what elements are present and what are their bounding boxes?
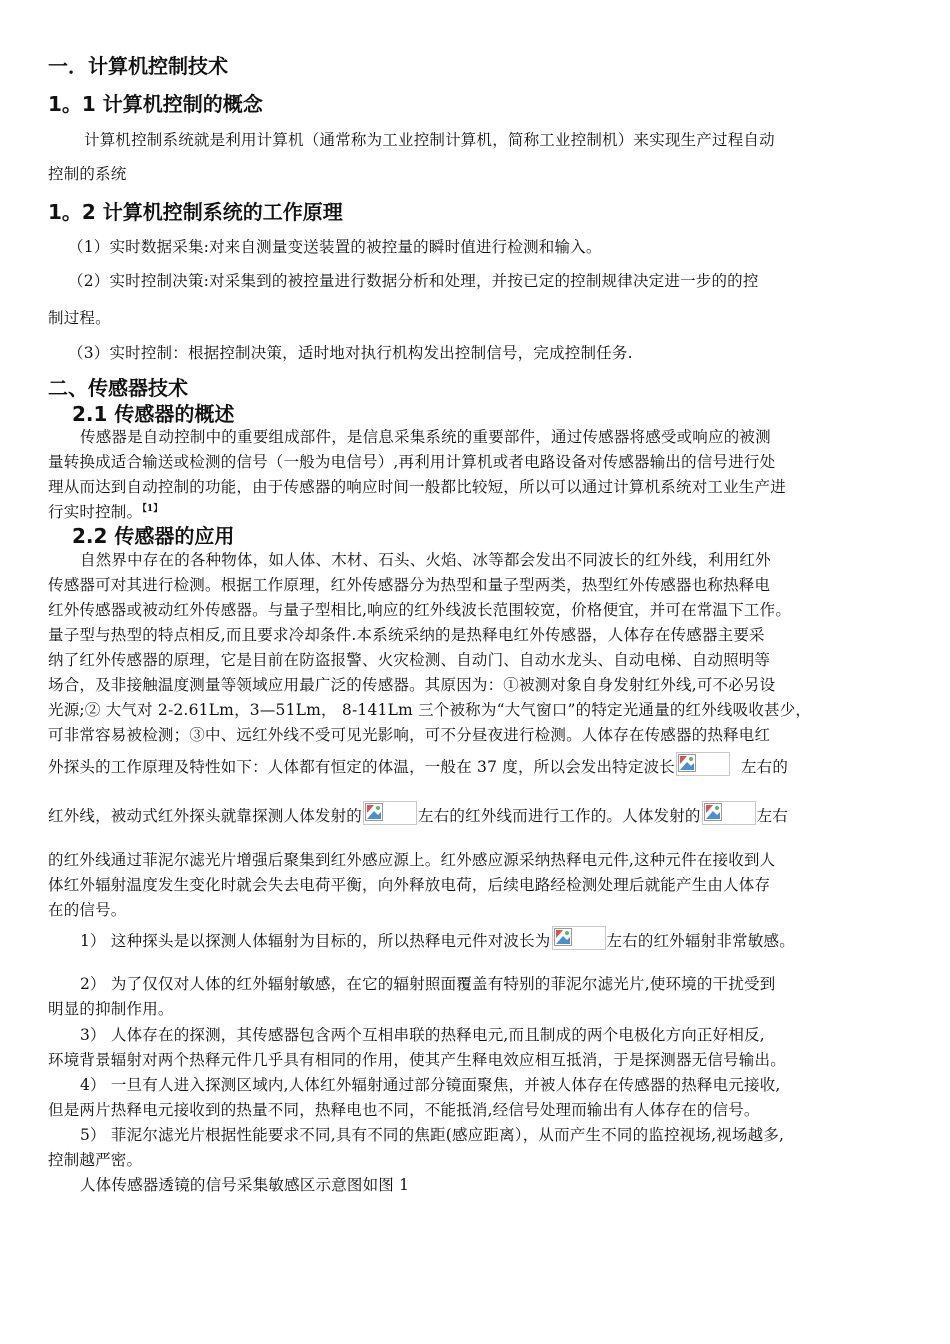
heading-section-2-2: 2.2 传感器的应用 <box>72 524 235 548</box>
list-item: （2）实时控制决策:对采集到的被控量进行数据分析和处理，并按已定的控制规律决定进一步的的控 <box>68 272 759 290</box>
list-item-continuation: 环境背景辐射对两个热释元件几乎具有相同的作用，使其产生释电效应相互抵消，于是探测器无信号输出。 <box>48 1051 786 1069</box>
paragraph-line: 理从而达到自动控制的功能，由于传感器的响应时间一般都比较短，所以可以通过计算机系统对工业生产进 <box>48 478 786 496</box>
paragraph-line: 在的信号。 <box>48 901 127 919</box>
paragraph-line: 传感器是自动控制中的重要组成部件，是信息采集系统的重要部件，通过传感器将感受或响应的被测 <box>80 428 771 446</box>
heading-section-1-1: 1。1 计算机控制的概念 <box>48 92 263 116</box>
paragraph-text: 左右的红外辐射非常敏感。 <box>606 932 795 950</box>
paragraph-line: 纳了红外传感器的原理，它是目前在防盗报警、火灾检测、自动门、自动水龙头、自动电梯、自动照明等 <box>48 651 771 669</box>
paragraph-line: 可非常容易被检测；③中、远红外线不受可见光影响，可不分昼夜进行检测。人体存在传感器的热释电红 <box>48 726 771 744</box>
paragraph-text: 红外线，被动式红外探头就靠探测人体发射的 <box>48 807 363 825</box>
paragraph-text: 左右的红外线而进行工作的。人体发射的 <box>418 807 701 825</box>
paragraph-line: 量子型与热型的特点相反,而且要求冷却条件.本系统采纳的是热释电红外传感器，人体存在传感器主要采 <box>48 626 765 644</box>
list-item <box>80 926 795 951</box>
paragraph-text: 左右的 <box>740 758 789 776</box>
list-item: 2） 为了仅仅对人体的红外辐射敏感，在它的辐射照面覆盖有特别的菲泥尔滤光片,使环境的干扰受到 <box>80 975 776 993</box>
citation-ref[interactable]: 【1】 <box>142 503 163 514</box>
paragraph-line: 计算机控制系统就是利用计算机（通常称为工业控制计算机，简称工业控制机）来实现生产过程自动 <box>84 131 775 149</box>
paragraph-line: 光源;② 大气对 2-2.61Lm，3—51Lm， 8-141Lm 三个被称为“大气窗口”的特定光通量的红外线吸收甚少， <box>48 701 812 719</box>
heading-section-1: 一．计算机控制技术 <box>48 54 228 78</box>
list-item: 3） 人体存在的探测，其传感器包含两个互相串联的热释电元,而且制成的两个电极化方向正好相反, <box>80 1026 765 1044</box>
list-item: 5） 菲泥尔滤光片根据性能要求不同,具有不同的焦距(感应距离），从而产生不同的监控视场,视场越多, <box>80 1126 785 1144</box>
list-item: 4） 一旦有人进入探测区域内,人体红外辐射通过部分镜面聚焦，并被人体存在传感器的热释电元接收, <box>80 1076 781 1094</box>
list-item-continuation: 制过程。 <box>48 309 111 327</box>
paragraph-text: 行实时控制。 <box>48 503 143 521</box>
broken-image-icon <box>676 752 730 776</box>
list-item-continuation: 但是两片热释电元接收到的热量不同，热释电也不同，不能抵消,经信号处理而输出有人体存在的信号。 <box>48 1101 760 1119</box>
heading-section-2: 二、传感器技术 <box>48 376 188 400</box>
paragraph-text: 外探头的工作原理及特性如下：人体都有恒定的体温，一般在 37 度，所以会发出特定波长 <box>48 758 675 776</box>
list-item: （3）实时控制：根据控制决策，适时地对执行机构发出控制信号，完成控制任务. <box>68 344 633 362</box>
list-item-continuation: 控制越严密。 <box>48 1151 143 1169</box>
paragraph-line <box>48 752 788 777</box>
paragraph-line: 量转换成适合输送或检测的信号（一般为电信号）,再利用计算机或者电路设备对传感器输出的信号进行处 <box>48 453 776 471</box>
paragraph-text: 1） 这种探头是以探测人体辐射为目标的，所以热释电元件对波长为 <box>80 932 551 950</box>
paragraph-line <box>48 801 788 826</box>
paragraph-line: 自然界中存在的各种物体，如人体、木材、石头、火焰、冰等都会发出不同波长的红外线，利用红外 <box>80 551 771 569</box>
figure-reference: 人体传感器透镜的信号采集敏感区示意图如图 1 <box>80 1176 410 1194</box>
list-item-continuation: 明显的抑制作用。 <box>48 1000 174 1018</box>
broken-image-icon <box>552 926 606 950</box>
paragraph-line: 传感器可对其进行检测。根据工作原理，红外传感器分为热型和量子型两类，热型红外传感器也称热释电 <box>48 576 771 594</box>
paragraph-line: 红外传感器或被动红外传感器。与量子型相比,响应的红外线波长范围较宽，价格便宜，并可在常温下工作。 <box>48 601 792 619</box>
paragraph-text: 左右 <box>756 807 789 825</box>
paragraph-line: 场合，及非接触温度测量等领域应用最广泛的传感器。其原因为：①被测对象自身发射红外线,可不必另设 <box>48 676 776 694</box>
list-item: （1）实时数据采集:对来自测量变送装置的被控量的瞬时值进行检测和输入。 <box>68 238 602 256</box>
paragraph-line: 控制的系统 <box>48 165 127 183</box>
broken-image-icon <box>363 801 417 825</box>
heading-section-2-1: 2.1 传感器的概述 <box>72 402 235 426</box>
paragraph-line <box>48 500 163 522</box>
paragraph-line: 的红外线通过菲泥尔滤光片增强后聚集到红外感应源上。红外感应源采纳热释电元件,这种元件在接收到人 <box>48 851 776 869</box>
paragraph-line: 体红外辐射温度发生变化时就会失去电荷平衡，向外释放电荷，后续电路经检测处理后就能产生由人体存 <box>48 876 771 894</box>
broken-image-icon <box>702 801 756 825</box>
heading-section-1-2: 1。2 计算机控制系统的工作原理 <box>48 200 343 224</box>
